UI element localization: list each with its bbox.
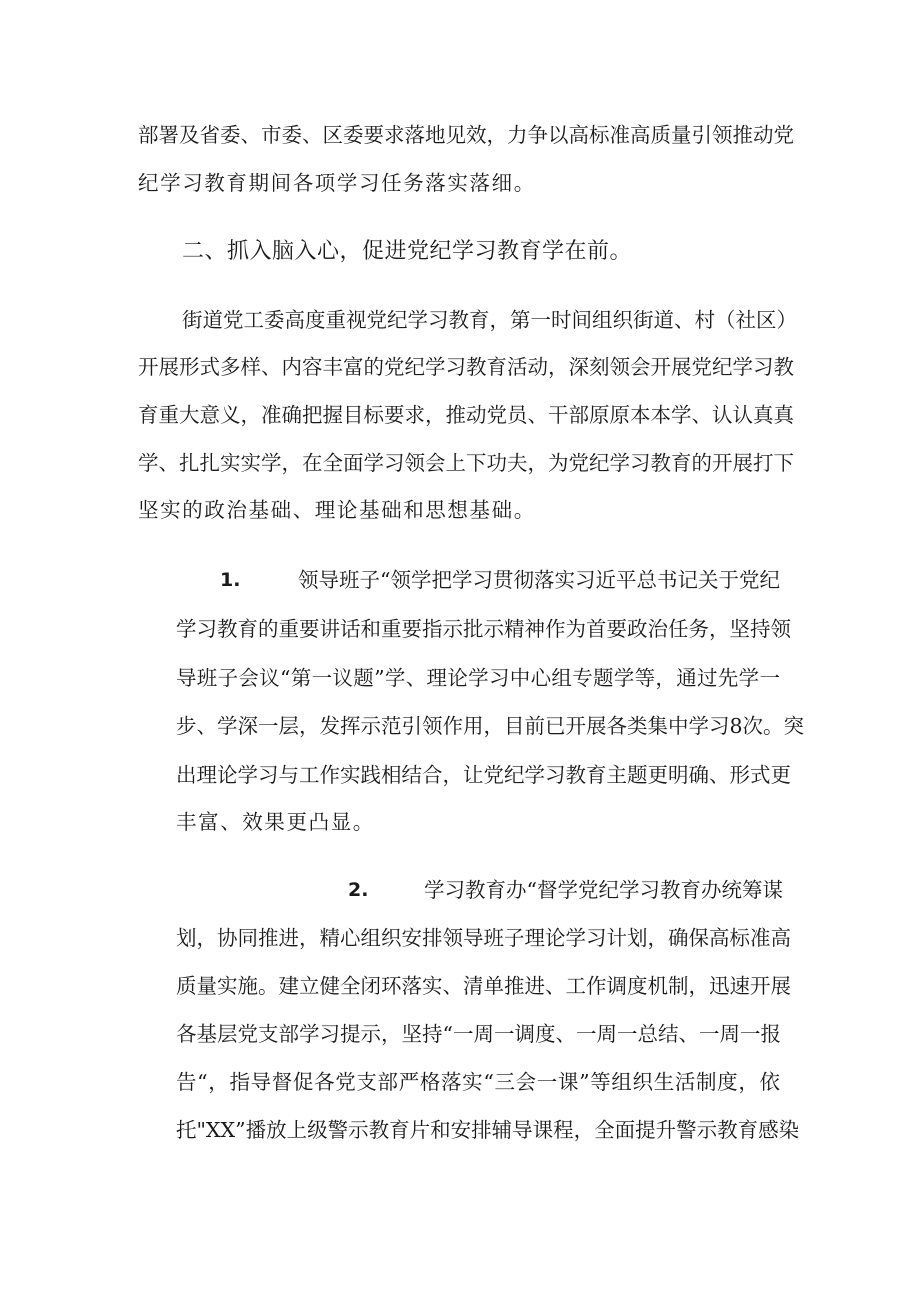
item2-line-1: 学习教育办“督学党纪学习教育办统筹谋 xyxy=(424,878,783,902)
main-line-3: 育重大意义，准确把握目标要求，推动党员、干部原原本本学、认认真真 xyxy=(138,403,794,427)
item1-number: 1. xyxy=(220,569,241,591)
main-line-1: 街道党工委高度重视党纪学习教育，第一时间组织街道、村（社区） xyxy=(182,308,797,332)
item2-number: 2. xyxy=(348,879,369,901)
item1-line-1: 领导班子“领学把学习贯彻落实习近平总书记关于党纪 xyxy=(298,568,780,592)
item2-line-6: 托"XX”播放上级警示教育片和安排辅导课程，全面提升警示教育感染 xyxy=(176,1118,800,1142)
item1-line-2: 学习教育的重要讲话和重要指示批示精神作为首要政治任务，坚持领 xyxy=(176,617,791,641)
item1-line-4: 步、学深一层，发挥示范引领作用，目前已开展各类集中学习8次。突 xyxy=(176,714,805,738)
item2-line-4: 各基层党支部学习提示，坚持“一周一调度、一周一总结、一周一报 xyxy=(176,1022,781,1046)
item2-line-5: 告“，指导督促各党支部严格落实“三会一课”等组织生活制度，依 xyxy=(176,1070,780,1094)
item1-line-6: 丰富、效果更凸显。 xyxy=(176,810,375,834)
main-line-5: 坚实的政治基础、理论基础和思想基础。 xyxy=(138,498,536,522)
item2-line-3: 质量实施。建立健全闭环落实、清单推进、工作调度机制，迅速开展 xyxy=(176,974,791,998)
section-heading: 二、抓入脑入心，促进党纪学习教育学在前。 xyxy=(182,239,633,264)
main-line-4: 学、扎扎实实学，在全面学习领会上下功夫，为党纪学习教育的开展打下 xyxy=(138,451,794,475)
item1-line-5: 出理论学习与工作实践相结合，让党纪学习教育主题更明确、形式更 xyxy=(176,763,791,787)
item1-line-3: 导班子会议“第一议题”学、理论学习中心组专题学等，通过先学一 xyxy=(176,666,780,690)
intro-line-1: 部署及省委、市委、区委要求落地见效，力争以高标准高质量引领推动党 xyxy=(138,123,794,147)
intro-line-2: 纪学习教育期间各项学习任务落实落细。 xyxy=(138,171,536,195)
item2-line-2: 划，协同推进，精心组织安排领导班子理论学习计划，确保高标准高 xyxy=(176,926,791,950)
main-line-2: 开展形式多样、内容丰富的党纪学习教育活动，深刻领会开展党纪学习教 xyxy=(138,355,794,379)
